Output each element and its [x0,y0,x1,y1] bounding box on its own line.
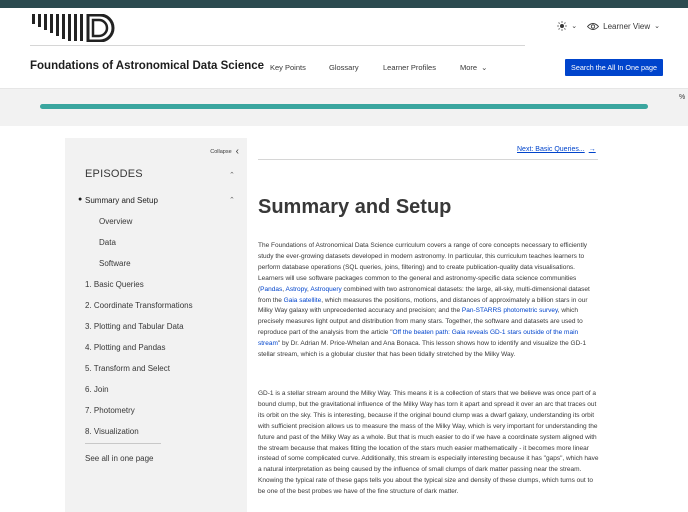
nav-learner-profiles[interactable]: Learner Profiles [383,63,436,72]
content-divider [258,159,598,160]
text-run: " by Dr. Adrian M. Price-Whelan and Ana Bonaca. This lesson shows how to identify and visualize the GD-1 stellar stream, which is a globular cluster that has been tidally stretched by the Milky Way. [258,340,587,359]
sun-icon [557,21,567,31]
sidebar-see-all-link[interactable]: See all in one page [85,454,154,463]
learner-view-label: Learner View [603,21,651,31]
intro-paragraph [258,241,601,361]
lesson-progress-bar [40,104,648,109]
chevron-down-icon: ⌄ [571,23,578,30]
current-bullet: ● [78,196,83,203]
sidebar-item-coordinate-transformations[interactable]: 2. Coordinate Transformations [85,301,193,310]
sidebar-item-visualization[interactable]: 8. Visualization [85,427,139,436]
carpentries-logo[interactable] [30,14,120,42]
sidebar-subitem-software[interactable]: Software [99,259,131,268]
sidebar-item-summary-and-setup[interactable]: Summary and Setup [85,196,158,205]
pandas-link[interactable]: Pandas [260,285,283,293]
chevron-up-icon[interactable]: ⌃ [229,172,235,179]
lesson-title[interactable]: Foundations of Astronomical Data Science [30,60,265,72]
chevron-down-icon: ⌄ [654,23,660,30]
learner-view-dropdown[interactable] [587,22,660,31]
progress-percent: % [679,94,686,101]
episodes-heading: EPISODES [85,168,143,180]
sidebar-item-basic-queries[interactable]: 1. Basic Queries [85,280,144,289]
sidebar-item-photometry[interactable]: 7. Photometry [85,406,135,415]
chevron-up-icon[interactable]: ⌃ [229,197,235,204]
theme-toggle[interactable] [557,21,577,31]
article-link[interactable]: Off the beaten path: Gaia reveals GD-1 stars outside of the main stream [258,329,579,348]
sidebar-divider [85,443,161,444]
astropy-link[interactable]: Astropy [285,285,308,293]
top-accent-bar [0,0,688,8]
text-run: , [282,285,286,293]
gd1-paragraph: GD-1 is a stellar stream around the Milky Way. This means it is a collection of stars that we believe was once part of a bound clump, but the gravitational influence of the Milky Way has torn it apart and spread it over an arc that traces out its orbit on the sky. This is interesting, because if the original bound clump was a dwarf galaxy, understanding its orbit with sufficient precision allows us to measure the mass of the Milky Way, which is very important for understanding the future and past of the Milky Way as a whole. But that is much easier to do if we have a coordinate system aligned with the stream because that makes fitting the location of the stars much easier mathematically - it becomes more linear instead of some complicated curve. Additionally, this stream is especially interesting because it has "gaps", which have a natural interpretation as being caused by the influence of small clumps of dark matter passing near the stream. Knowing the typical rate of these gaps tells you about the typical size and density of these clumps, which turns out to be one of the best probes we have of the fine structure of dark matter. [258,390,599,496]
nav-glossary[interactable]: Glossary [329,63,359,72]
gaia-satellite-link[interactable]: Gaia satellite [283,296,322,304]
sidebar-item-plotting-pandas[interactable]: 4. Plotting and Pandas [85,343,166,352]
page-title: Summary and Setup [258,196,452,218]
text-run: , which measures the positions, motions, and distances of approximately a billion stars in our Milky Way galaxy with unprecedented accuracy and precision; and the [258,296,588,315]
sidebar-item-plotting-tabular[interactable]: 3. Plotting and Tabular Data [85,322,184,331]
header-divider [30,45,525,46]
top-controls [557,21,660,31]
sidebar-subitem-overview[interactable]: Overview [99,217,133,226]
arrow-right-icon: → [588,146,596,153]
panstarrs-link[interactable]: Pan-STARRS photometric survey [461,307,558,315]
eye-icon [587,22,599,31]
sidebar [65,138,247,512]
chevron-down-icon: ⌄ [481,63,488,72]
text-run: , [307,285,311,293]
sidebar-item-transform-select[interactable]: 5. Transform and Select [85,364,170,373]
chevron-left-icon: ‹ [235,146,239,157]
nav-key-points[interactable]: Key Points [270,63,306,72]
lesson-progress-fill [40,104,648,109]
next-episode-link[interactable] [517,146,596,153]
sidebar-subitem-data[interactable]: Data [99,238,116,247]
text-run: combined with two astronomical datasets: the large, all-sky, multi-dimensional dataset from the [258,285,590,304]
nav-more-dropdown[interactable] [460,63,487,72]
nav-more-label: More [460,63,478,72]
astroquery-link[interactable]: Astroquery [310,285,342,293]
sidebar-item-join[interactable]: 6. Join [85,385,109,394]
collapse-label: Collapse [210,148,232,155]
collapse-sidebar-button[interactable] [210,146,239,157]
text-run: The Foundations of Astronomical Data Science curriculum covers a range of core concepts necessary to efficiently study the ever-growing datasets developed in modern astronomy. In particular, this curriculum teaches learners to perform database operations (SQL queries, joins, filtering) and to create publication-quality data visualisations. Learners will use software packages common to the general and astronomy-specific data science communities ( [258,242,588,293]
search-all-in-one-button[interactable]: Search the All In One page [565,59,663,76]
text-run: , which precisely measures light output and distribution from many stars. Together, the software and datasets are used to reproduce part of the analysis from the article " [258,307,583,337]
next-link-label: Next: Basic Queries... [517,146,585,153]
